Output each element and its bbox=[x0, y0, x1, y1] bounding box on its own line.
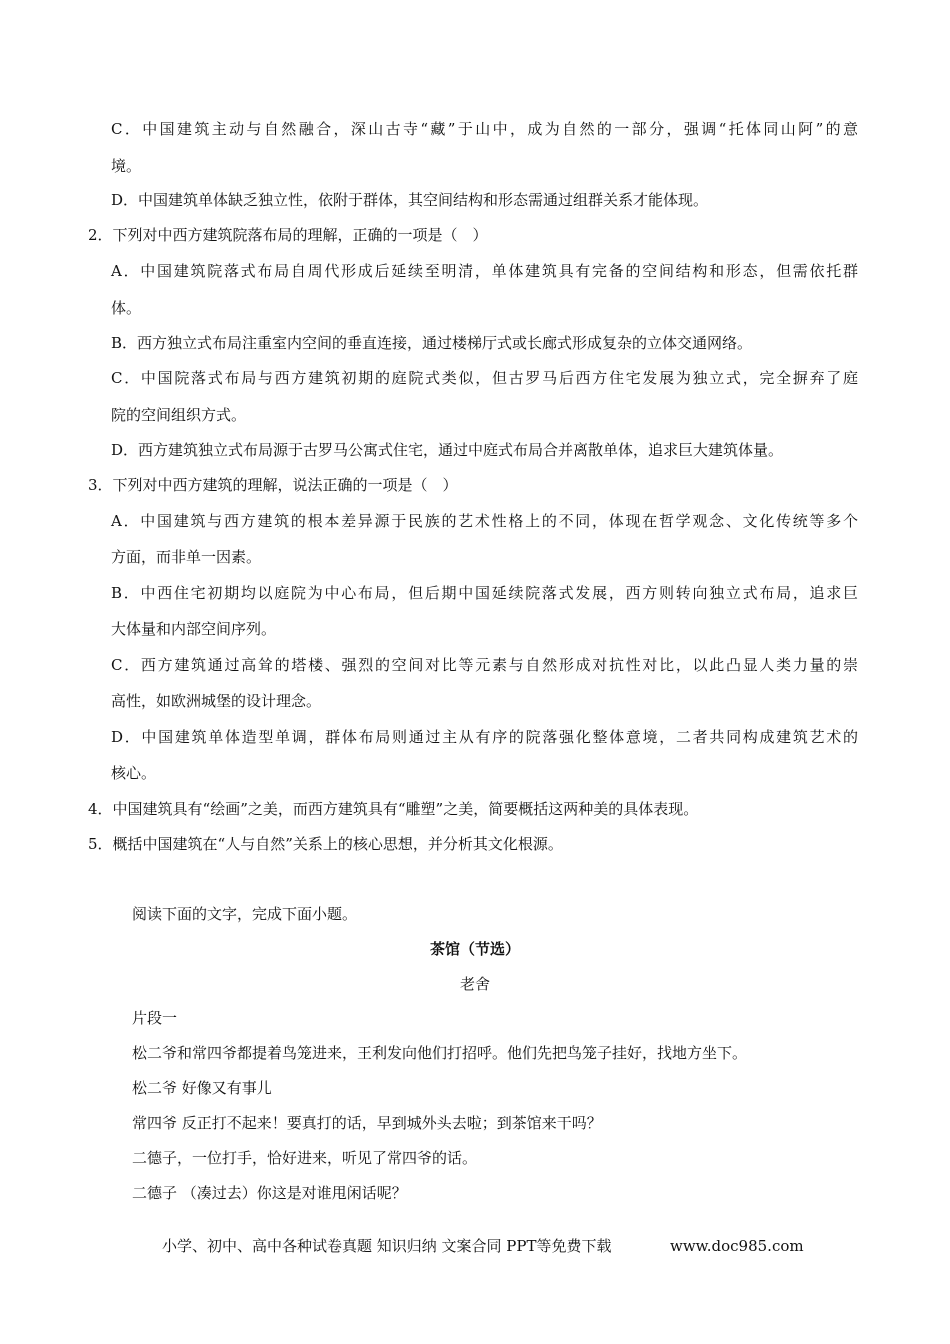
q3-option-b-line2: 大体量和内部空间序列。 bbox=[111, 620, 277, 638]
q2-option-b: B．西方独立式布局注重室内空间的垂直连接，通过楼梯厅式或长廊式形成复杂的立体交通网络。 bbox=[111, 334, 753, 352]
q3-stem: 3．下列对中西方建筑的理解，说法正确的一项是（ ） bbox=[88, 476, 458, 494]
q3-option-b-line1: B．中西住宅初期均以庭院为中心布局，但后期中国延续院落式发展，西方则转向独立式布局，追求巨 bbox=[111, 584, 858, 602]
q2-option-c-line1: C．中国院落式布局与西方建筑初期的庭院式类似，但古罗马后西方住宅发展为独立式，完全摒弃了庭 bbox=[111, 369, 858, 387]
q1-option-c-line1: C．中国建筑主动与自然融合，深山古寺“藏”于山中，成为自然的一部分，强调“托体同山阿”的意 bbox=[111, 120, 858, 138]
q3-option-c-line1: C．西方建筑通过高耸的塔楼、强烈的空间对比等元素与自然形成对抗性对比，以此凸显人类力量的崇 bbox=[111, 656, 858, 674]
passage-line: 二德子，一位打手，恰好进来，听见了常四爷的话。 bbox=[132, 1149, 478, 1167]
passage-title: 茶馆（节选） bbox=[429, 940, 520, 958]
q4-stem: 4．中国建筑具有“绘画”之美，而西方建筑具有“雕塑”之美，简要概括这两种美的具体表现。 bbox=[88, 800, 699, 818]
q2-option-d: D．西方建筑独立式布局源于古罗马公寓式住宅，通过中庭式布局合并离散单体，追求巨大建筑体量。 bbox=[111, 441, 784, 459]
q2-option-c-line2: 院的空间组织方式。 bbox=[111, 406, 247, 424]
passage-line: 松二爷和常四爷都提着鸟笼进来，王利发向他们打招呼。他们先把鸟笼子挂好，找地方坐下。 bbox=[132, 1044, 748, 1062]
passage-line: 常四爷 反正打不起来！要真打的话，早到城外头去啦；到茶馆来干吗？ bbox=[132, 1114, 602, 1132]
passage-author: 老舍 bbox=[459, 975, 490, 993]
q1-option-d: D．中国建筑单体缺乏独立性，依附于群体，其空间结构和形态需通过组群关系才能体现。 bbox=[111, 191, 709, 209]
q1-option-c-line2: 境。 bbox=[111, 157, 142, 175]
q3-option-d-line1: D．中国建筑单体造型单调，群体布局则通过主从有序的院落强化整体意境，二者共同构成建筑艺术的 bbox=[111, 728, 858, 746]
footer-url[interactable]: www.doc985.com bbox=[670, 1237, 804, 1255]
passage-line: 片段一 bbox=[132, 1009, 178, 1027]
q2-stem: 2．下列对中西方建筑院落布局的理解，正确的一项是（ ） bbox=[88, 226, 488, 244]
q5-stem: 5．概括中国建筑在“人与自然”关系上的核心思想，并分析其文化根源。 bbox=[88, 835, 563, 853]
q2-option-a-line2: 体。 bbox=[111, 299, 142, 317]
q3-option-c-line2: 高性，如欧洲城堡的设计理念。 bbox=[111, 692, 322, 710]
q3-option-a-line2: 方面，而非单一因素。 bbox=[111, 548, 262, 566]
passage-line: 二德子 （凑过去）你这是对谁甩闲话呢？ bbox=[132, 1184, 407, 1202]
q2-option-a-line1: A．中国建筑院落式布局自周代形成后延续至明清，单体建筑具有完备的空间结构和形态，但需依托群 bbox=[111, 262, 858, 280]
reading-instruction: 阅读下面的文字，完成下面小题。 bbox=[132, 905, 358, 923]
q3-option-a-line1: A．中国建筑与西方建筑的根本差异源于民族的艺术性格上的不同，体现在哲学观念、文化传统等多个 bbox=[111, 512, 858, 530]
footer-text: 小学、初中、高中各种试卷真题 知识归纳 文案合同 PPT等免费下载 bbox=[162, 1237, 612, 1255]
passage-line: 松二爷 好像又有事儿 bbox=[132, 1079, 272, 1097]
q3-option-d-line2: 核心。 bbox=[111, 764, 157, 782]
